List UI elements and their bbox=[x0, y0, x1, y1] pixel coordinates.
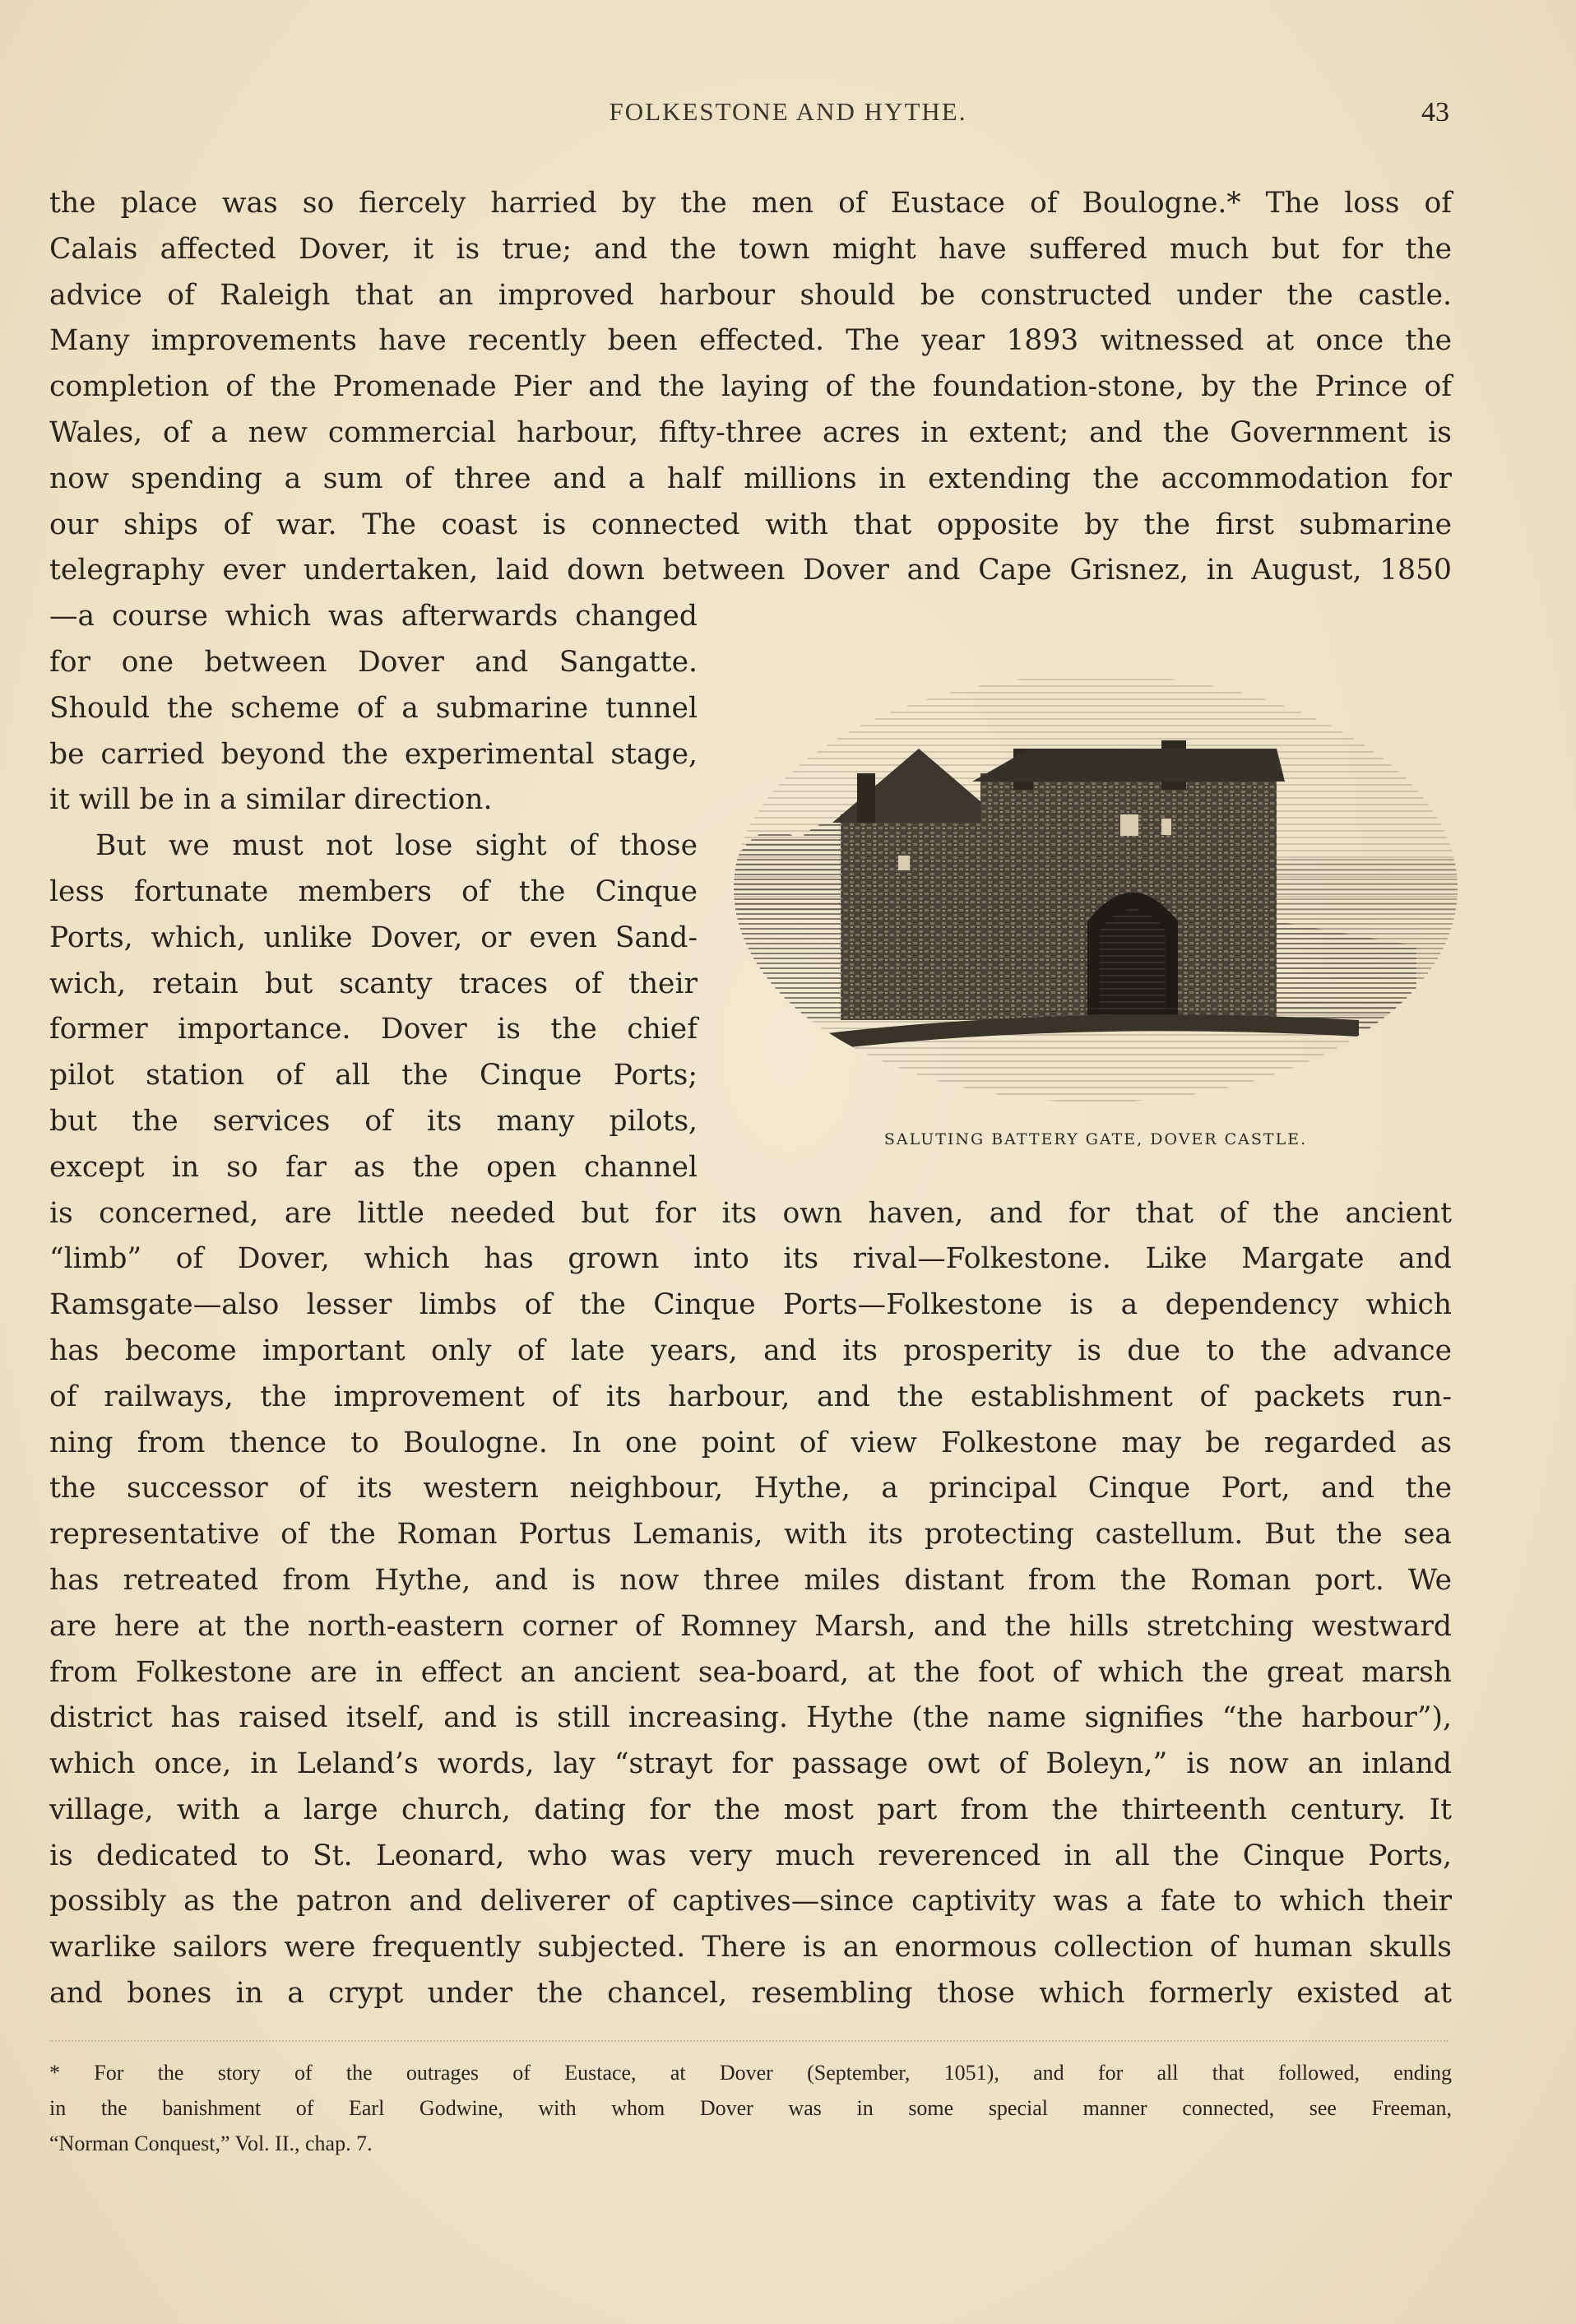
text-line: but the services of its many pilots, bbox=[49, 1104, 698, 1138]
page-number: 43 bbox=[1421, 97, 1449, 128]
text-line: for one between Dover and Sangatte. bbox=[49, 645, 698, 679]
footnote-line: “Norman Conquest,” Vol. II., chap. 7. bbox=[49, 2131, 373, 2155]
text-line: is dedicated to St. Leonard, who was very much reverenced in all the Cinque Ports, bbox=[49, 1839, 1452, 1872]
text-line: But we must not lose sight of those bbox=[95, 829, 698, 863]
text-line: are here at the north-eastern corner of Romney Marsh, and the hills stretching westward bbox=[49, 1609, 1452, 1643]
text-line: village, with a large church, dating for the most part from the thirteenth century. It bbox=[49, 1793, 1452, 1826]
text-line: less fortunate members of the Cinque bbox=[49, 874, 698, 908]
text-line: possibly as the patron and deliverer of captives—since captivity was a fate to which their bbox=[49, 1885, 1452, 1918]
text-line: has become important only of late years, and its prosperity is due to the advance bbox=[49, 1334, 1452, 1367]
text-line: wich, retain but scanty traces of their bbox=[49, 967, 698, 1000]
text-line: “limb” of Dover, which has grown into its rival—Folkestone. Like Margate and bbox=[49, 1242, 1452, 1276]
castle-gate-engraving-icon bbox=[734, 650, 1458, 1111]
text-line: representative of the Roman Portus Lemanis, with its protecting castellum. But the sea bbox=[49, 1518, 1452, 1552]
text-line: Ports, which, unlike Dover, or even Sand- bbox=[49, 921, 698, 954]
text-line: be carried beyond the experimental stage, bbox=[49, 737, 698, 771]
text-line: ning from thence to Boulogne. In one point of view Folkestone may be regarded as bbox=[49, 1426, 1452, 1459]
text-line: which once, in Leland’s words, lay “strayt for passage owt of Boleyn,” is now an inland bbox=[49, 1747, 1452, 1781]
text-line: our ships of war. The coast is connected with that opposite by the first submarine bbox=[49, 508, 1452, 541]
page-header bbox=[0, 97, 1576, 138]
text-line: former importance. Dover is the chief bbox=[49, 1013, 698, 1046]
text-line: Many improvements have recently been effected. The year 1893 witnessed at once the bbox=[49, 324, 1452, 358]
illustration bbox=[734, 650, 1458, 1160]
text-line: is concerned, are little needed but for its own haven, and for that of the ancient bbox=[49, 1196, 1452, 1230]
text-line: telegraphy ever undertaken, laid down between Dover and Cape Grisnez, in August, 1850 bbox=[49, 554, 1452, 587]
figure-caption: SALUTING BATTERY GATE, DOVER CASTLE. bbox=[883, 1130, 1308, 1148]
text-line: —a course which was afterwards changed bbox=[49, 600, 698, 633]
text-line: completion of the Promenade Pier and the laying of the foundation-stone, by the Prince of bbox=[49, 370, 1452, 404]
running-title: FOLKESTONE AND HYTHE. bbox=[609, 97, 967, 126]
text-line: district has raised itself, and is still increasing. Hythe (the name signifies “the harbour”), bbox=[49, 1701, 1452, 1735]
footnote-line: * For the story of the outrages of Eustace, at Dover (September, 1051), and for all that followed, ending bbox=[49, 2061, 1452, 2085]
text-line: the place was so fiercely harried by the men of Eustace of Boulogne.* The loss of bbox=[49, 187, 1452, 220]
text-line: advice of Raleigh that an improved harbour should be constructed under the castle. bbox=[49, 278, 1452, 312]
text-line: has retreated from Hythe, and is now three miles distant from the Roman port. We bbox=[49, 1563, 1452, 1597]
text-line: pilot station of all the Cinque Ports; bbox=[49, 1059, 698, 1092]
text-line: Wales, of a new commercial harbour, fifty-three acres in extent; and the Government is bbox=[49, 415, 1452, 449]
text-line: warlike sailors were frequently subjected. There is an enormous collection of human skulls bbox=[49, 1931, 1452, 1964]
text-line: and bones in a crypt under the chancel, resembling those which formerly existed at bbox=[49, 1977, 1452, 2011]
text-line: from Folkestone are in effect an ancient sea-board, at the foot of which the great marsh bbox=[49, 1655, 1452, 1689]
text-line: Should the scheme of a submarine tunnel bbox=[49, 691, 698, 725]
footnote bbox=[49, 2055, 1452, 2161]
footnote-line: in the banishment of Earl Godwine, with whom Dover was in some special manner connected, see Freeman, bbox=[49, 2096, 1452, 2120]
text-line: it will be in a similar direction. bbox=[49, 783, 493, 817]
text-line: Ramsgate—also lesser limbs of the Cinque Ports—Folkestone is a dependency which bbox=[49, 1288, 1452, 1322]
text-line: of railways, the improvement of its harbour, and the establishment of packets run- bbox=[49, 1380, 1452, 1413]
text-line: Calais affected Dover, it is true; and the town might have suffered much but for the bbox=[49, 232, 1452, 266]
footnote-divider bbox=[49, 2040, 1448, 2042]
text-line: now spending a sum of three and a half millions in extending the accommodation for bbox=[49, 462, 1452, 495]
text-line: the successor of its western neighbour, Hythe, a principal Cinque Port, and the bbox=[49, 1472, 1452, 1505]
text-line: except in so far as the open channel bbox=[49, 1150, 698, 1184]
